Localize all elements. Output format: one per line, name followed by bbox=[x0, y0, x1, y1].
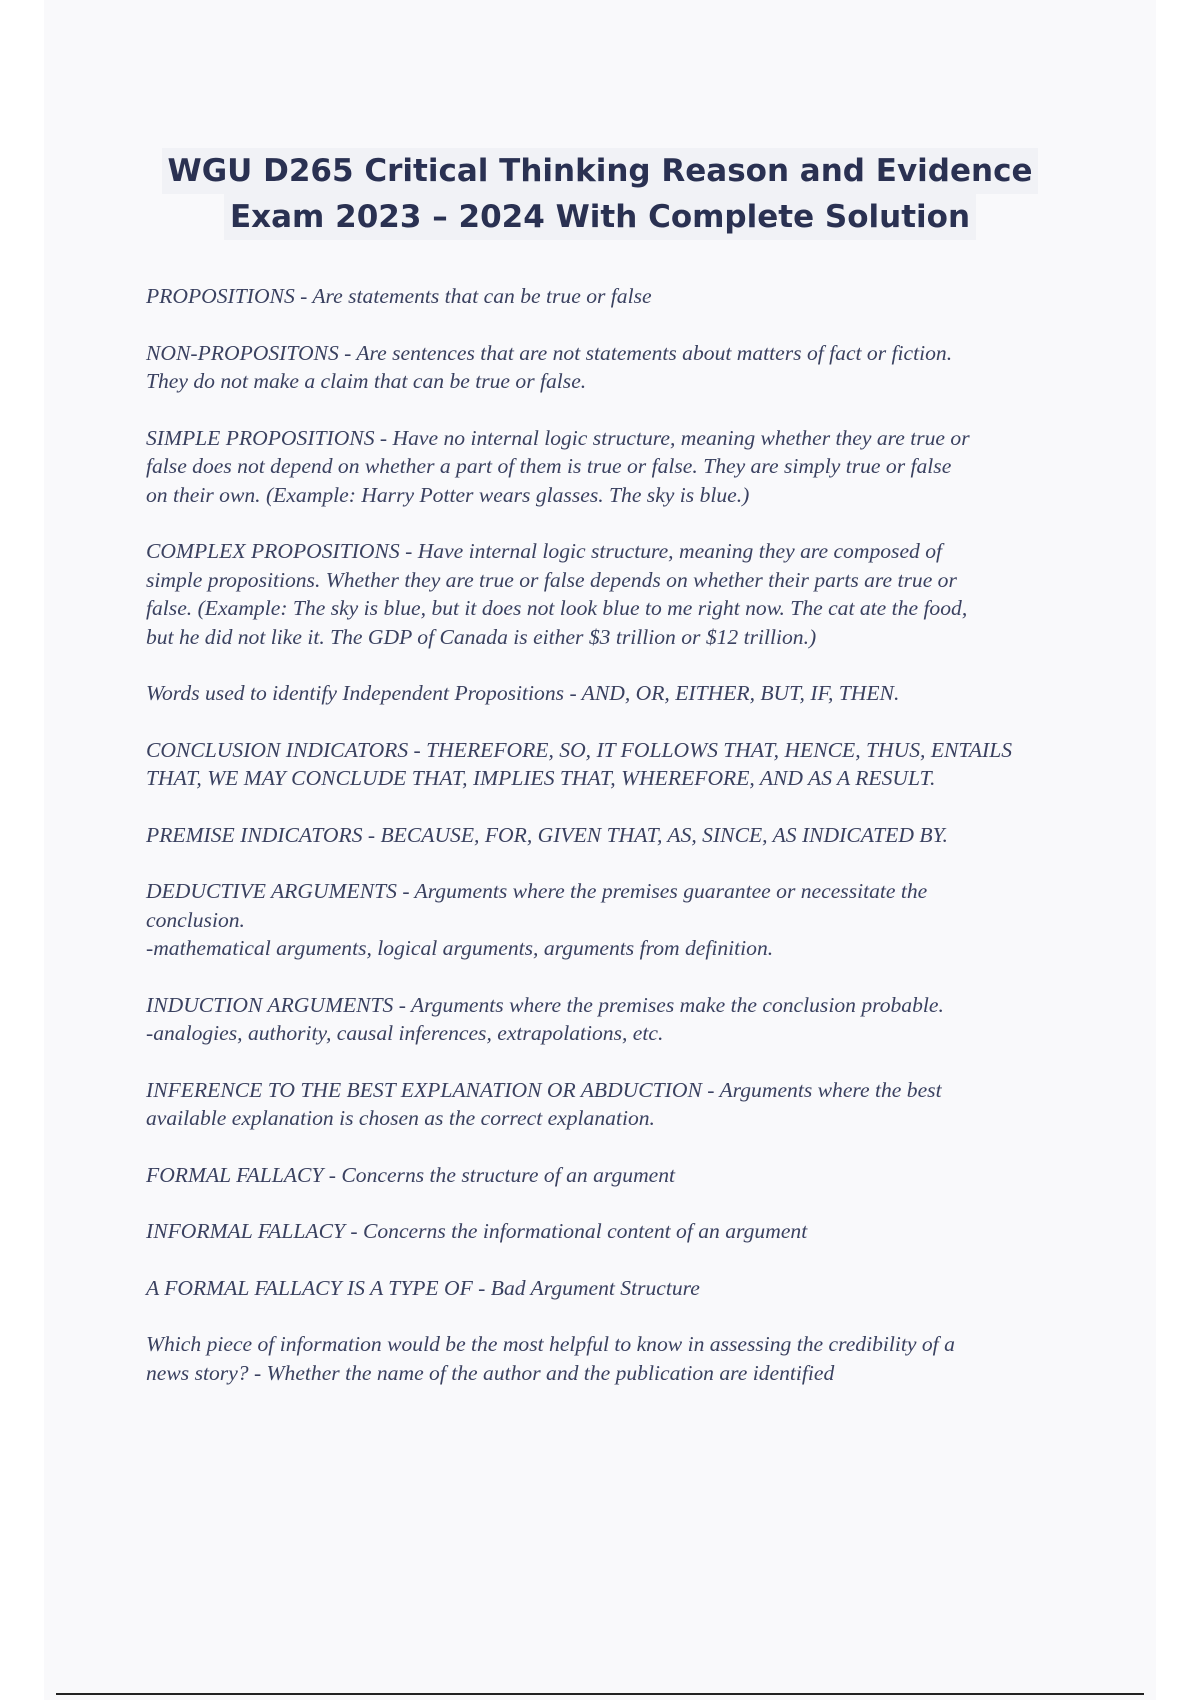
qa-entry-news-credibility: Which piece of information would be the most helpful to know in assessing the credibility of a news story? - Whether the name of the author and the publication are identified bbox=[146, 1332, 955, 1385]
qa-entry-formal-fallacy-type: A FORMAL FALLACY IS A TYPE OF - Bad Argument Structure bbox=[146, 1275, 700, 1300]
document-page bbox=[44, 0, 1156, 1700]
page-bottom-rule bbox=[56, 1693, 1144, 1695]
qa-entry-induction-arguments: INDUCTION ARGUMENTS - Arguments where the premises make the conclusion probable. -analogies, authority, causal inferences, extrapolations, etc. bbox=[146, 992, 944, 1045]
document-title-line-1: WGU D265 Critical Thinking Reason and Evidence bbox=[162, 148, 1039, 194]
qa-entry-complex-propositions: COMPLEX PROPOSITIONS - Have internal logic structure, meaning they are composed of simple propositions. Whether they are true or false depends on whether their parts are true or false. (Example: The sky is blue, but it does not look blue to me right now. The cat ate the food, but he did not like it. The GDP of Canada is either $3 trillion or $12 trillion.) bbox=[146, 539, 968, 649]
qa-entry-formal-fallacy: FORMAL FALLACY - Concerns the structure of an argument bbox=[146, 1162, 676, 1187]
qa-entry-conclusion-indicators: CONCLUSION INDICATORS - THEREFORE, SO, IT FOLLOWS THAT, HENCE, THUS, ENTAILS THAT, WE MAY CONCLUDE THAT, IMPLIES THAT, WHEREFORE, AND AS A RESULT. bbox=[146, 737, 1013, 790]
qa-entry-informal-fallacy: INFORMAL FALLACY - Concerns the informational content of an argument bbox=[146, 1219, 808, 1243]
qa-entry-non-propositions: NON-PROPOSITONS - Are sentences that are not statements about matters of fact or fiction. They do not make a claim that can be true or false. bbox=[146, 340, 953, 393]
qa-entry-propositions: PROPOSITIONS - Are statements that can be true or false bbox=[146, 284, 652, 308]
qa-entry-independent-propositions: Words used to identify Independent Propositions - AND, OR, EITHER, BUT, IF, THEN. bbox=[146, 681, 900, 705]
document-title-line-2: Exam 2023 – 2024 With Complete Solution bbox=[224, 194, 976, 240]
document-title bbox=[44, 148, 1156, 240]
qa-entry-deductive-arguments: DEDUCTIVE ARGUMENTS - Arguments where the premises guarantee or necessitate the conclusion. -mathematical arguments, logical arguments, arguments from definition. bbox=[146, 879, 928, 960]
qa-entry-abduction: INFERENCE TO THE BEST EXPLANATION OR ABDUCTION - Arguments where the best available explanation is chosen as the correct explanation. bbox=[146, 1077, 942, 1130]
qa-entry-simple-propositions: SIMPLE PROPOSITIONS - Have no internal logic structure, meaning whether they are true or false does not depend on whether a part of them is true or false. They are simply true or false on their own. (Example: Harry Potter wears glasses. The sky is blue.) bbox=[146, 425, 970, 507]
qa-entry-list bbox=[146, 282, 1136, 1415]
qa-entry-premise-indicators: PREMISE INDICATORS - BECAUSE, FOR, GIVEN THAT, AS, SINCE, AS INDICATED BY. bbox=[146, 822, 948, 847]
